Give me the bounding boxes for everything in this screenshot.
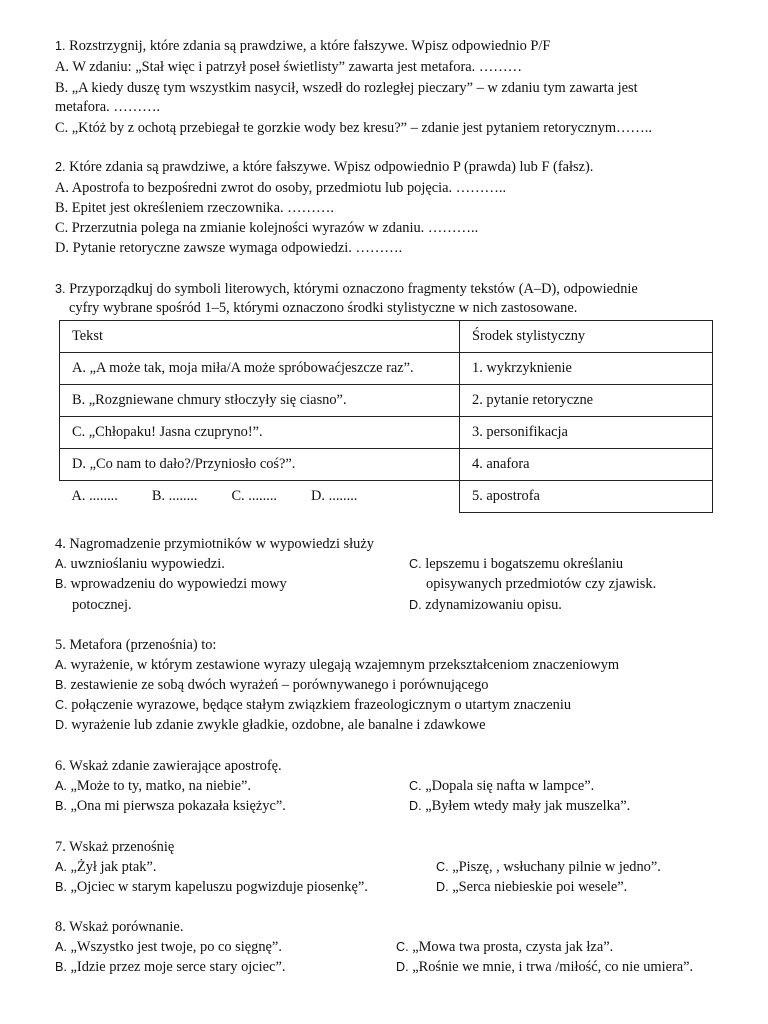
q3-title-text1: Przyporządkuj do symboli literowych, którymi oznaczono fragmenty tekstów (A–D), odpowiednie (69, 281, 638, 297)
option-letter: D. (55, 718, 68, 732)
row-text: A. „A może tak, moja miła/A może spróbowaćjeszcze raz”. (60, 353, 460, 385)
row-text: C. „Chłopaku! Jasna czupryno!”. (60, 417, 460, 449)
option-text: „Ona mi pierwsza pokazała księżyc”. (70, 798, 286, 814)
table-header-row (60, 321, 713, 353)
q5-option-d[interactable] (55, 716, 486, 734)
q3-title-line2: cyfry wybrane spośród 1–5, którymi oznaczono środki stylistyczne w nich zastosowane. (69, 300, 578, 316)
q2-statement-a: A. Apostrofa to bezpośredni zwrot do osoby, przedmiotu lub pojęcia. ……….. (55, 180, 507, 196)
option-letter: A. (55, 860, 67, 874)
option-letter: C. (409, 779, 422, 793)
option-text: wyrażenie lub zdanie zwykle gładkie, ozdobne, ale banalne i zdawkowe (71, 717, 486, 733)
q8-title: 8. Wskaż porównanie. (55, 919, 184, 935)
q3-title-line1 (55, 280, 638, 298)
q4-title: 4. Nagromadzenie przymiotników w wypowiedzi służy (55, 536, 374, 552)
q2-statement-b: B. Epitet jest określeniem rzeczownika. ………. (55, 200, 334, 216)
q6-option-c[interactable] (409, 777, 594, 795)
row-means: 4. anafora (460, 449, 713, 481)
row-means: 5. apostrofa (460, 481, 713, 513)
answer-c-blank[interactable]: C. ........ (231, 488, 278, 505)
option-letter: C. (55, 698, 68, 712)
header-means: Środek stylistyczny (460, 321, 713, 353)
option-text: „Mowa twa prosta, czysta jak łza”. (412, 939, 614, 955)
q7-title: 7. Wskaż przenośnię (55, 839, 175, 855)
option-text: „Żył jak ptak”. (70, 859, 157, 875)
q6-title: 6. Wskaż zdanie zawierające apostrofę. (55, 758, 282, 774)
option-text: „Piszę, , wsłuchany pilnie w jedno”. (452, 859, 661, 875)
option-letter: C. (409, 557, 422, 571)
option-letter: B. (55, 799, 67, 813)
option-letter: C. (396, 940, 409, 954)
option-text: wyrażenie, w którym zestawione wyrazy ulegają wzajemnym przekształceniom znaczeniowym (70, 657, 620, 673)
q5-option-b[interactable] (55, 676, 489, 694)
option-letter: A. (55, 557, 67, 571)
table-row (60, 353, 713, 385)
q4-option-d[interactable] (409, 596, 562, 614)
option-text: połączenie wyrazowe, będące stałym związkiem frazeologicznym o utartym znaczeniu (71, 697, 572, 713)
q1-title (55, 37, 550, 55)
q1-statement-a: A. W zdaniu: „Stał więc i patrzył poseł świetlisty” zawarta jest metafora. ……… (55, 59, 523, 75)
answer-b-blank[interactable]: B. ........ (151, 488, 198, 505)
q5-title: 5. Metafora (przenośnia) to: (55, 637, 217, 653)
table-row (60, 449, 713, 481)
option-text: zdynamizowaniu opisu. (425, 597, 562, 613)
q1-title-text: Rozstrzygnij, które zdania są prawdziwe, a które fałszywe. Wpisz odpowiednio P/F (69, 38, 551, 54)
row-means: 3. personifikacja (460, 417, 713, 449)
q4-option-b[interactable] (55, 575, 287, 593)
option-letter: A. (55, 940, 67, 954)
q1-statement-b-line2: metafora. ………. (55, 99, 161, 115)
option-letter: D. (409, 799, 422, 813)
option-text: „Ojciec w starym kapeluszu pogwizduje piosenkę”. (70, 879, 368, 895)
q3-number: 3. (55, 282, 66, 296)
header-text: Tekst (60, 321, 460, 353)
answer-a-blank[interactable]: A. ........ (71, 488, 118, 505)
q1-statement-c: C. „Któż by z ochotą przebiegał te gorzkie wody bez kresu?” – zdanie jest pytaniem retorycznym…….. (55, 120, 652, 136)
q2-statement-c: C. Przerzutnia polega na zmianie kolejności wyrazów w zdaniu. ……….. (55, 220, 479, 236)
q2-title-text: Które zdania są prawdziwe, a które fałszywe. Wpisz odpowiednio P (prawda) lub F (fałsz). (69, 159, 594, 175)
option-letter: D. (396, 960, 409, 974)
q7-option-b[interactable] (55, 878, 368, 896)
option-letter: D. (409, 598, 422, 612)
q5-option-c[interactable] (55, 696, 571, 714)
q2-number: 2. (55, 160, 66, 174)
option-text: „Dopala się nafta w lampce”. (425, 778, 595, 794)
row-text: B. „Rozgniewane chmury stłoczyły się ciasno”. (60, 385, 460, 417)
q4-option-c[interactable] (409, 555, 623, 573)
option-text: „Serca niebieskie poi wesele”. (452, 879, 628, 895)
option-text: „Byłem wtedy mały jak muszelka”. (425, 798, 631, 814)
option-letter: B. (55, 577, 67, 591)
q1-number: 1. (55, 39, 66, 53)
q6-option-b[interactable] (55, 797, 286, 815)
option-text: „Może to ty, matko, na niebie”. (70, 778, 252, 794)
option-letter: A. (55, 658, 67, 672)
option-text: wprowadzeniu do wypowiedzi mowy (70, 576, 287, 592)
option-text: „Wszystko jest twoje, po co sięgnę”. (70, 939, 282, 955)
q8-option-d[interactable] (396, 958, 693, 976)
option-letter: A. (55, 779, 67, 793)
q5-option-a[interactable] (55, 656, 619, 674)
q4-option-c-cont: opisywanych przedmiotów czy zjawisk. (426, 576, 657, 592)
option-text: zestawienie ze sobą dwóch wyrażeń – porównywanego i porównującego (70, 677, 489, 693)
q4-option-b-cont: potocznej. (72, 597, 132, 613)
option-text: uwznioślaniu wypowiedzi. (70, 556, 225, 572)
option-letter: B. (55, 880, 67, 894)
option-text: „Rośnie we mnie, i trwa /miłość, co nie umiera”. (412, 959, 694, 975)
option-letter: D. (436, 880, 449, 894)
answer-row (60, 481, 713, 513)
q7-option-c[interactable] (436, 858, 661, 876)
q2-title (55, 158, 593, 176)
option-text: lepszemu i bogatszemu określaniu (425, 556, 624, 572)
row-text: D. „Co nam to dało?/Przyniosło coś?”. (60, 449, 460, 481)
option-letter: B. (55, 960, 67, 974)
q3-matching-table (59, 320, 713, 513)
q7-option-d[interactable] (436, 878, 627, 896)
table-row (60, 417, 713, 449)
q8-option-b[interactable] (55, 958, 285, 976)
option-letter: C. (436, 860, 449, 874)
option-text: „Idzie przez moje serce stary ojciec”. (70, 959, 286, 975)
row-means: 2. pytanie retoryczne (460, 385, 713, 417)
q7-option-a[interactable] (55, 858, 156, 876)
row-means: 1. wykrzyknienie (460, 353, 713, 385)
q6-option-d[interactable] (409, 797, 630, 815)
q6-option-a[interactable] (55, 777, 251, 795)
table-row (60, 385, 713, 417)
answer-d-blank[interactable]: D. ........ (311, 488, 358, 505)
q8-option-c[interactable] (396, 938, 613, 956)
option-letter: B. (55, 678, 67, 692)
q1-statement-b-line1: B. „A kiedy duszę tym wszystkim nasycił, wszedł do rozległej pieczary” – w zdaniu tym zawarta jest (55, 80, 638, 96)
q8-option-a[interactable] (55, 938, 282, 956)
q4-option-a[interactable] (55, 555, 225, 573)
q2-statement-d: D. Pytanie retoryczne zawsze wymaga odpowiedzi. ………. (55, 240, 403, 256)
answer-fill-area (60, 481, 460, 513)
